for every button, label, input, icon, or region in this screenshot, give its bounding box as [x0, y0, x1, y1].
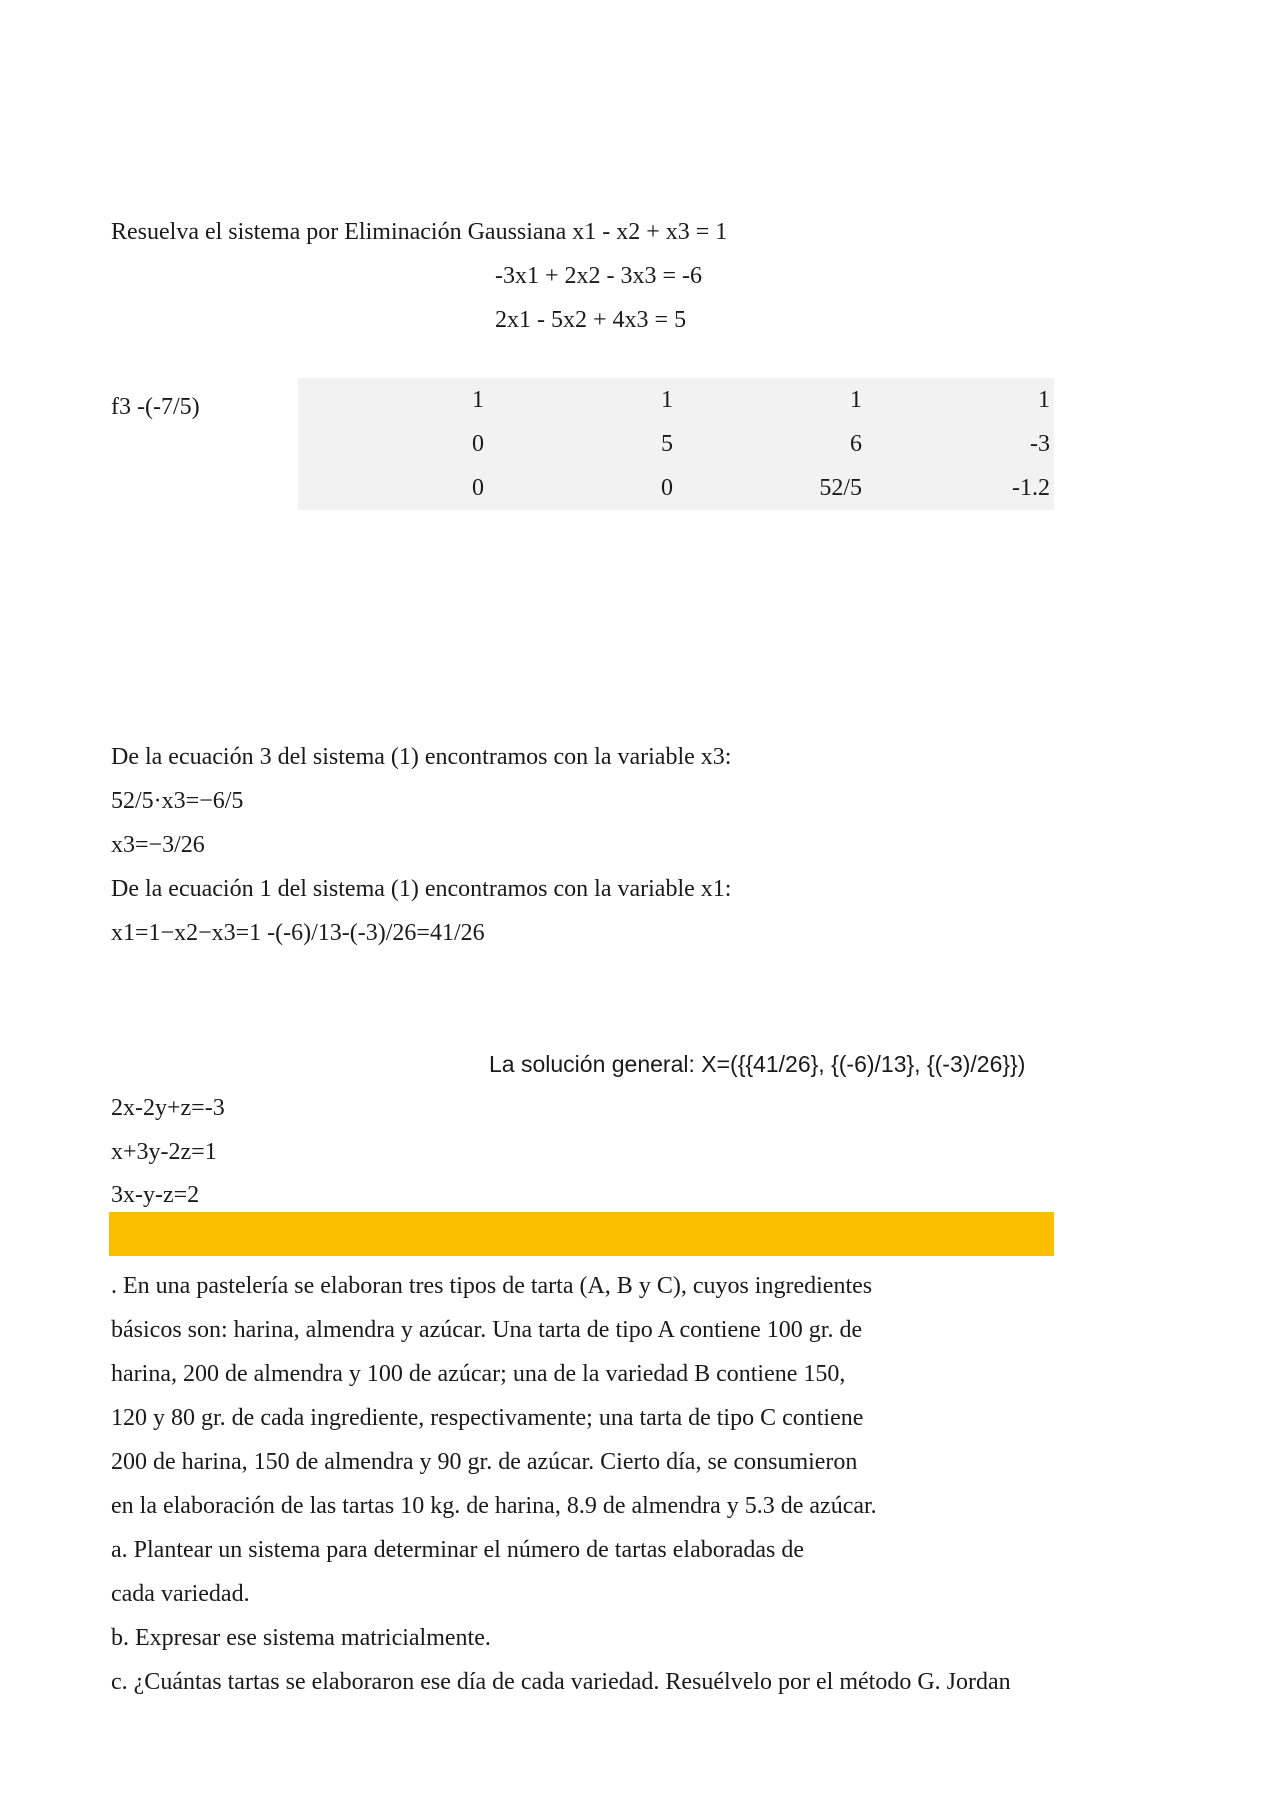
matrix-cell: 0: [472, 431, 484, 457]
solution-step: x3=−3/26: [111, 832, 205, 858]
matrix-cell: 1: [472, 387, 484, 413]
problem-intro: Resuelva el sistema por Eliminación Gaussiana x1 - x2 + x3 = 1: [111, 219, 728, 245]
row-operation-label: f3 -(-7/5): [111, 394, 200, 420]
matrix-cell: 0: [472, 475, 484, 501]
matrix-cell: 6: [850, 431, 862, 457]
problem2-line: b. Expresar ese sistema matricialmente.: [111, 1625, 491, 1651]
matrix-cell: 1: [661, 387, 673, 413]
solution-step: De la ecuación 1 del sistema (1) encontramos con la variable x1:: [111, 876, 732, 902]
solution-step: De la ecuación 3 del sistema (1) encontramos con la variable x3:: [111, 744, 732, 770]
equation-2: -3x1 + 2x2 - 3x3 = -6: [495, 263, 703, 289]
system2-equation: 2x-2y+z=-3: [111, 1095, 225, 1121]
problem2-line: . En una pastelería se elaboran tres tipos de tarta (A, B y C), cuyos ingredientes: [111, 1273, 873, 1299]
problem2-line: c. ¿Cuántas tartas se elaboraron ese día de cada variedad. Resuélvelo por el método G. Jordan: [111, 1669, 1011, 1695]
matrix-cell: 5: [661, 431, 673, 457]
problem2-line: a. Plantear un sistema para determinar el número de tartas elaboradas de: [111, 1537, 805, 1563]
system2-equation: 3x-y-z=2: [111, 1182, 200, 1208]
highlight-bar: [109, 1212, 1054, 1256]
matrix-cell: 1: [1038, 387, 1050, 413]
problem2-line: básicos son: harina, almendra y azúcar. Una tarta de tipo A contiene 100 gr. de: [111, 1317, 863, 1343]
problem2-line: 200 de harina, 150 de almendra y 90 gr. de azúcar. Cierto día, se consumieron: [111, 1449, 858, 1475]
problem2-line: 120 y 80 gr. de cada ingrediente, respectivamente; una tarta de tipo C contiene: [111, 1405, 864, 1431]
augmented-matrix: [298, 378, 1054, 510]
matrix-cell: -1.2: [1012, 475, 1050, 501]
equation-3: 2x1 - 5x2 + 4x3 = 5: [495, 307, 687, 333]
matrix-cell: 1: [850, 387, 862, 413]
solution-step: x1=1−x2−x3=1 -(-6)/13-(-3)/26=41/26: [111, 920, 485, 946]
problem2-line: en la elaboración de las tartas 10 kg. de harina, 8.9 de almendra y 5.3 de azúcar.: [111, 1493, 877, 1519]
matrix-cell: 0: [661, 475, 673, 501]
system2-equation: x+3y-2z=1: [111, 1139, 217, 1165]
matrix-cell: 52/5: [819, 475, 862, 501]
problem2-line: cada variedad.: [111, 1581, 250, 1607]
solution-step: 52/5·x3=−6/5: [111, 788, 244, 814]
problem2-line: harina, 200 de almendra y 100 de azúcar; una de la variedad B contiene 150,: [111, 1361, 846, 1387]
general-solution: La solución general: X=({{41/26}, {(-6)/13}, {(-3)/26}}): [489, 1051, 1026, 1077]
matrix-cell: -3: [1030, 431, 1050, 457]
